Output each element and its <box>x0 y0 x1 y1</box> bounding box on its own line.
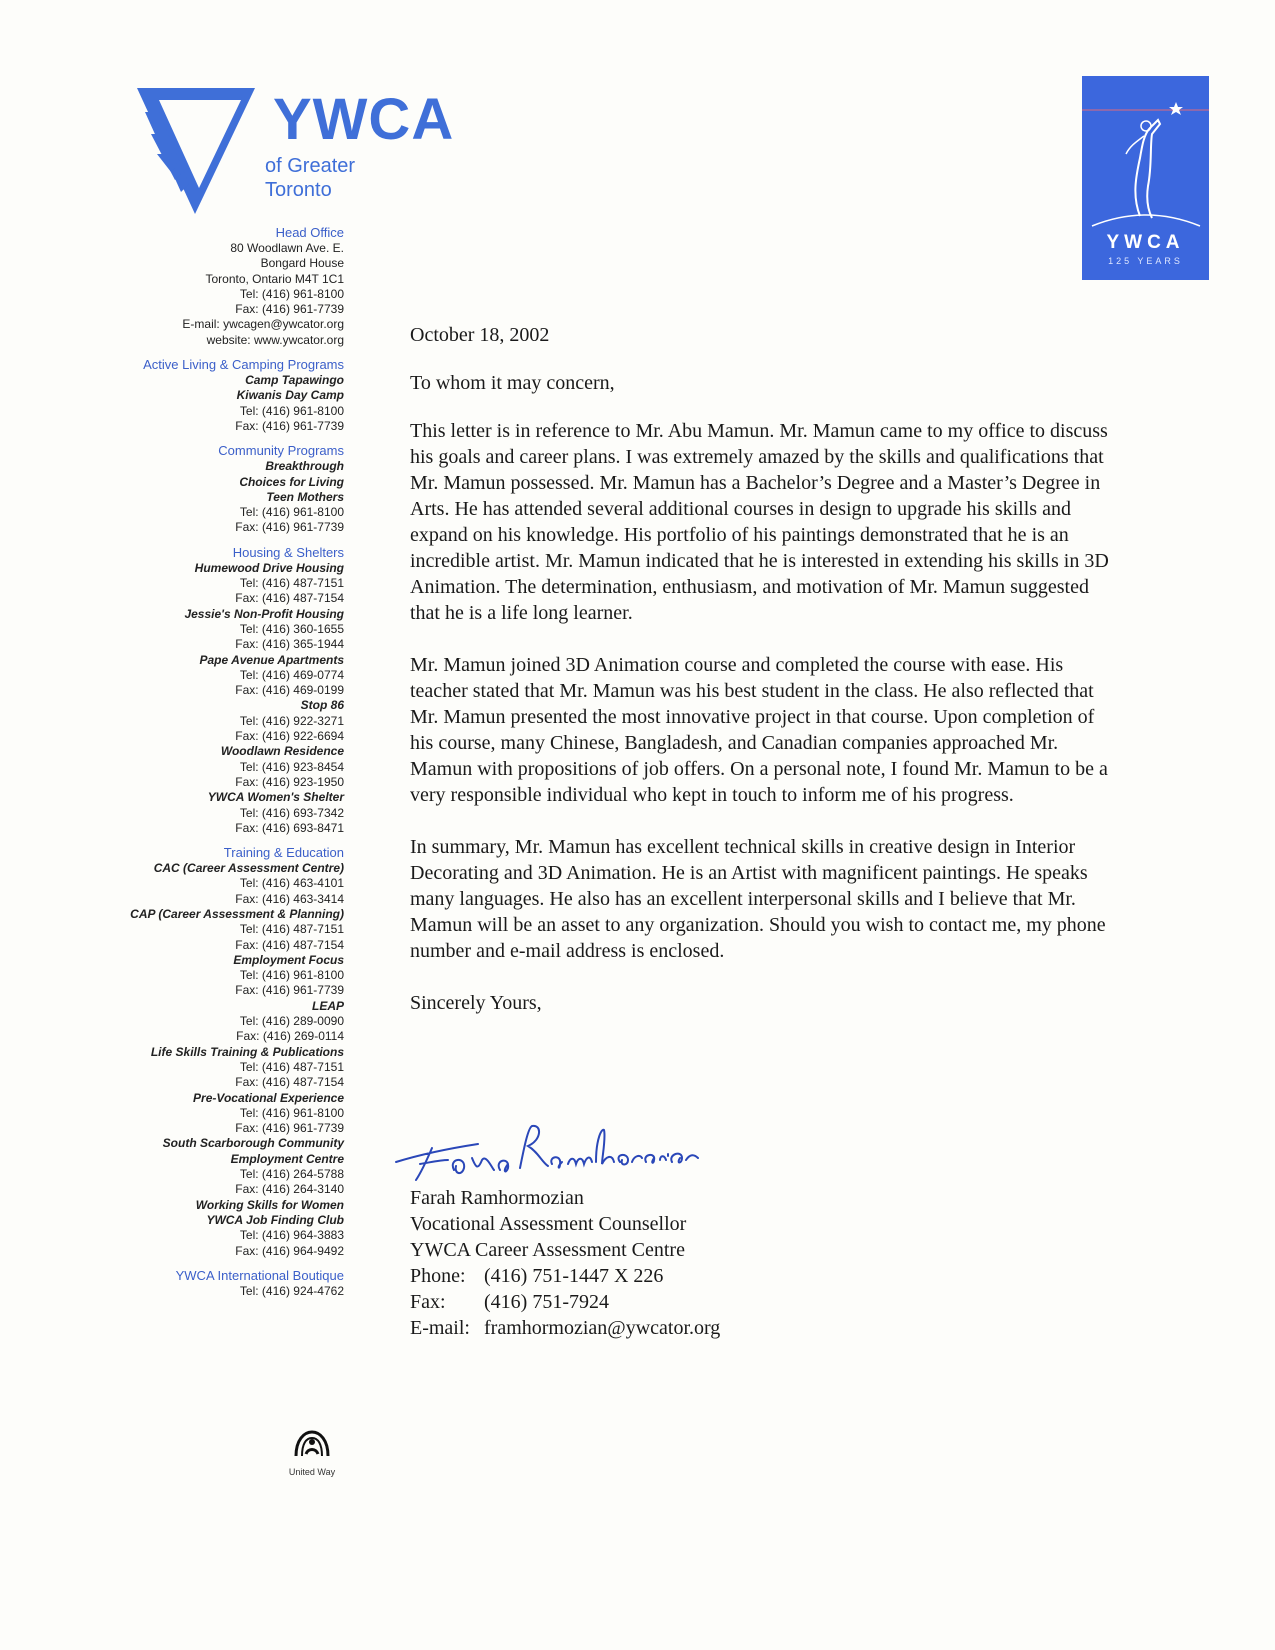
section-title: Community Programs <box>218 443 344 459</box>
phone-line: Tel: (416) 360-1655 <box>239 621 344 636</box>
fax-line: Fax: (416) 961-7739 <box>235 983 344 998</box>
phone-line: Tel: (416) 923-8454 <box>239 759 344 774</box>
signatory-fax: Fax: (416) 751-7924 <box>410 1291 609 1313</box>
united-way-icon <box>292 1428 332 1460</box>
closing: Sincerely Yours, <box>410 992 542 1014</box>
fax-line: Fax: (416) 964-9492 <box>235 1243 344 1258</box>
program-name: Breakthrough <box>265 459 344 474</box>
section-title: YWCA International Boutique <box>175 1267 344 1283</box>
boutique-section <box>60 1267 344 1299</box>
badge-name: YWCA <box>1106 232 1185 253</box>
section-title: Head Office <box>275 225 344 240</box>
program-name: Teen Mothers <box>266 489 344 504</box>
united-way-logo <box>282 1428 342 1477</box>
letter-date: October 18, 2002 <box>410 324 550 346</box>
logo-subtitle: of Greater Toronto <box>265 155 356 201</box>
fax-line: Fax: (416) 961-7739 <box>235 418 344 433</box>
program-name: Stop 86 <box>300 698 344 713</box>
fax-line: Fax: (416) 487-7154 <box>235 1075 344 1090</box>
anniversary-badge <box>1082 76 1209 280</box>
email-line: E-mail: ywcagen@ywcator.org <box>182 317 344 332</box>
ywca-logo <box>137 82 455 212</box>
phone-line: Tel: (416) 693-7342 <box>239 805 344 820</box>
program-name: Camp Tapawingo <box>245 373 344 388</box>
fax-line: Fax: (416) 922-6694 <box>235 729 344 744</box>
training-section <box>60 844 344 1259</box>
fax-line: Fax: (416) 487-7154 <box>235 937 344 952</box>
signatory-name: Farah Ramhormozian <box>410 1187 584 1209</box>
signatory-phone: Phone: (416) 751-1447 X 226 <box>410 1265 664 1287</box>
salutation: To whom it may concern, <box>410 372 615 394</box>
fax-line: Fax: (416) 693-8471 <box>235 820 344 835</box>
phone-line: Tel: (416) 961-8100 <box>239 1105 344 1120</box>
ywca-triangle-mark-icon <box>137 82 255 214</box>
phone-line: Tel: (416) 961-8100 <box>239 505 344 520</box>
program-name: YWCA Job Finding Club <box>206 1212 344 1227</box>
signatory-title: Vocational Assessment Counsellor <box>410 1213 687 1235</box>
phone-line: Tel: (416) 487-7151 <box>239 1059 344 1074</box>
section-title: Housing & Shelters <box>232 544 344 560</box>
address-line: Bongard House <box>260 256 344 271</box>
paragraph: Mr. Mamun joined 3D Animation course and completed the course with ease. His teacher stated that Mr. Mamun was his best student in the class. He also reflected that Mr. Mamun presented the most innovative project in that course. Upon completion of his course, many Chinese, Bangladesh, and Canadian companies approached Mr. Mamun with propositions of job offers. On a personal note, I found Mr. Mamun to be a very responsible individual who kept in touch to inform me of his progress. <box>410 654 1108 806</box>
program-name: Choices for Living <box>239 474 344 489</box>
address-line: Toronto, Ontario M4T 1C1 <box>205 271 344 286</box>
handwritten-signature <box>392 1118 702 1184</box>
fax-line: Fax: (416) 463-3414 <box>235 891 344 906</box>
fax-line: Fax: (416) 923-1950 <box>235 774 344 789</box>
phone-line: Tel: (416) 463-4101 <box>239 876 344 891</box>
community-section <box>60 442 344 535</box>
fax-line: Fax: (416) 961-7739 <box>235 520 344 535</box>
head-office-section <box>60 224 344 348</box>
section-title: Training & Education <box>223 845 344 861</box>
program-name: Woodlawn Residence <box>220 744 344 759</box>
program-name: LEAP <box>311 998 344 1013</box>
fax-line: Fax: (416) 469-0199 <box>235 683 344 698</box>
paragraph: In summary, Mr. Mamun has excellent technical skills in creative design in Interior Decorating and 3D Animation. He is an Artist with magnificent paintings. He speaks many languages. He also has an excellent interpersonal skills and I believe that Mr. Mamun will be an asset to any organization. Should you wish to contact me, my phone number and e-mail address is enclosed. <box>410 836 1106 962</box>
paragraph: This letter is in reference to Mr. Abu Mamun. Mr. Mamun came to my office to discuss his goals and career plans. I was extremely amazed by the skills and qualifications that Mr. Mamun possessed. Mr. Mamun has a Bachelor’s Degree and a Master’s Degree in Arts. He has attended several additional courses in design to upgrade his skills and expand on his knowledge. His portfolio of his paintings demonstrated that he is an incredible artist. Mr. Mamun indicated that he is interested in extending his skills in 3D Animation. The determination, enthusiasm, and motivation of Mr. Mamun suggested that he is a life long learner. <box>410 420 1109 624</box>
phone-line: Tel: (416) 289-0090 <box>239 1014 344 1029</box>
signatory-email: E-mail: framhormozian@ywcator.org <box>410 1317 721 1339</box>
program-name: Life Skills Training & Publications <box>150 1044 344 1059</box>
united-way-label: United Way <box>288 1467 336 1477</box>
phone-line: Tel: (416) 487-7151 <box>239 922 344 937</box>
letter-body <box>410 322 1110 1016</box>
phone-line: Tel: (416) 487-7151 <box>239 576 344 591</box>
housing-section <box>60 544 344 836</box>
badge-years: 125 YEARS <box>1108 256 1183 266</box>
fax-line: Fax: (416) 487-7154 <box>235 591 344 606</box>
signatory-block <box>410 1185 1110 1341</box>
phone-line: Tel: (416) 964-3883 <box>239 1228 344 1243</box>
program-name: Employment Centre <box>230 1151 344 1166</box>
fax-line: Fax: (416) 961-7739 <box>235 302 344 317</box>
fax-line: Fax: (416) 264-3140 <box>235 1182 344 1197</box>
section-title: Active Living & Camping Programs <box>143 357 344 373</box>
program-name: YWCA Women's Shelter <box>207 790 344 805</box>
phone-line: Tel: (416) 469-0774 <box>239 667 344 682</box>
phone-line: Tel: (416) 961-8100 <box>239 968 344 983</box>
program-name: Employment Focus <box>233 952 344 967</box>
phone-line: Tel: (416) 924-4762 <box>239 1283 344 1298</box>
phone-line: Tel: (416) 961-8100 <box>239 403 344 418</box>
website-line: website: www.ywcator.org <box>206 332 344 347</box>
address-sidebar <box>60 224 344 1307</box>
phone-line: Tel: (416) 961-8100 <box>239 286 344 301</box>
program-name: South Scarborough Community <box>162 1136 344 1151</box>
program-name: Kiwanis Day Camp <box>236 388 344 403</box>
ywca-wordmark: YWCA <box>273 87 455 152</box>
program-name: CAC (Career Assessment Centre) <box>153 861 344 876</box>
program-name: Humewood Drive Housing <box>194 560 344 575</box>
fax-line: Fax: (416) 961-7739 <box>235 1121 344 1136</box>
program-name: Jessie's Non-Profit Housing <box>184 606 344 621</box>
signatory-org: YWCA Career Assessment Centre <box>410 1239 685 1261</box>
fax-line: Fax: (416) 365-1944 <box>235 637 344 652</box>
active-living-section <box>60 356 344 434</box>
address-line: 80 Woodlawn Ave. E. <box>230 241 344 255</box>
program-name: Working Skills for Women <box>195 1197 344 1212</box>
program-name: Pape Avenue Apartments <box>199 652 344 667</box>
phone-line: Tel: (416) 922-3271 <box>239 713 344 728</box>
phone-line: Tel: (416) 264-5788 <box>239 1167 344 1182</box>
program-name: CAP (Career Assessment & Planning) <box>130 906 344 921</box>
fax-line: Fax: (416) 269-0114 <box>236 1029 344 1044</box>
program-name: Pre-Vocational Experience <box>193 1090 344 1105</box>
